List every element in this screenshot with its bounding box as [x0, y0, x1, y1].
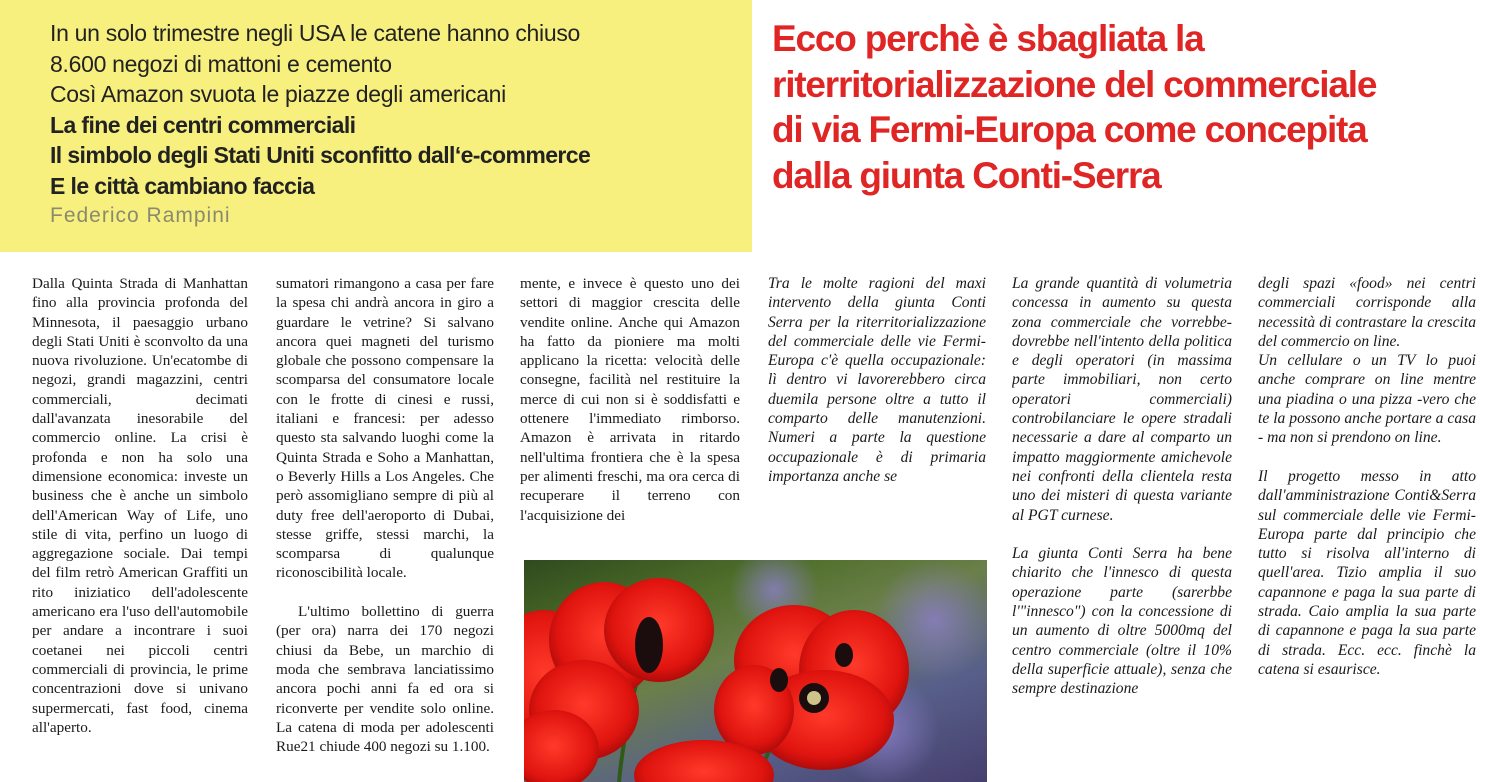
article-column-1	[32, 274, 248, 782]
paragraph: La grande quantità di volumetria concessa in aumento su questa zona commerciale che vorrebbe- dovrebbe nell'intento della politica e degli operatori (in massima parte immobiliari, non certo operatori commerciali) controbilanciare le opere stradali necessarie a dare al comparto un impatto maggiormente amichevole nei confronti della clientela resta uno dei misteri di questa variante al PGT curnese.	[1012, 275, 1232, 524]
article-column-3	[520, 274, 740, 544]
poppies-illustration	[524, 560, 987, 782]
headline-bold-line: Il simbolo degli Stati Uniti sconfitto dall‘e-commerce	[50, 142, 591, 168]
title-line: Ecco perchè è sbagliata la	[772, 18, 1204, 59]
commentary-column-1	[768, 274, 986, 547]
paragraph: Tra le molte ragioni del maxi intervento della giunta Conti Serra per la riterritorializzazione del commerciale delle vie Fermi-Europa c'è quella occupazionale: lì dentro vi lavorerebbero circa duemila persone oltre a tutto il comparto delle manutenzioni. Numeri a parte la questione occupazionale è di primaria importanza anche se	[768, 275, 986, 485]
author-byline: Federico Rampini	[50, 204, 231, 227]
header-background	[0, 0, 752, 252]
paragraph: Il progetto messo in atto dall'amministrazione Conti&Serra sul commerciale delle vie Fermi-Europa parte dal principio che tutto si risolva all'interno di quell'area. Tizio amplia il suo capannone e paga la sua parte di strada. Caio amplia la sua parte di capannone e paga la sua parte di strada. Ecc. ecc. finchè la catena si esaurisce.	[1258, 467, 1476, 678]
paragraph: degli spazi «food» nei centri commerciali corrisponde alla necessità di contrastare la crescita del commercio on line.	[1258, 275, 1476, 350]
headline-line: 8.600 negozi di mattoni e cemento	[50, 50, 392, 77]
poppies-photo	[524, 560, 987, 782]
headline-block	[50, 18, 740, 231]
article-column-2	[276, 274, 494, 782]
paragraph: Un cellulare o un TV lo puoi anche comprare on line mentre una piadina o una pizza -vero che te la possono anche portare a casa - ma non si prendono on line.	[1258, 352, 1476, 447]
article-title	[772, 16, 1492, 198]
title-line: di via Fermi-Europa come concepita	[772, 109, 1367, 150]
headline-bold-line: La fine dei centri commerciali	[50, 111, 356, 138]
commentary-column-2	[1012, 274, 1232, 782]
paragraph: La giunta Conti Serra ha bene chiarito che l'innesco di questa operazione parte (sarerbbe l'"innesco") con la concessione di un aumento di oltre 5000mq del centro commerciale (oltre il 10% della superficie attuale), senza che sempre destinazione	[1012, 545, 1232, 698]
title-line: dalla giunta Conti-Serra	[772, 154, 1161, 196]
title-line: riterritorializzazione del commerciale	[772, 63, 1377, 105]
commentary-column-3	[1258, 274, 1476, 782]
headline-line: Così Amazon svuota le piazze degli americani	[50, 81, 506, 107]
paragraph: Dalla Quinta Strada di Manhattan fino alla provincia profonda del Minnesota, il paesaggio urbano degli Stati Uniti è sconvolto da una nuova rivoluzione. Un'ecatombe di negozi, grandi magazzini, centri commerciali, decimati dall'avanzata inesorabile del commercio online. La crisi è profonda e non ha solo una dimensione economica: investe un business che è anche un simbolo dell'American Way of Life, uno stile di vita, perfino un luogo di aggregazione sociale. Dai tempi del film retrò American Graffiti un rito iniziatico dell'adolescente americano era l'uso dell'automobile per andare a incontrare i suoi coetanei nei piccoli centri commerciali di provincia, le prime concentrazioni dove si univano supermercati, fast food, cinema all'aperto.	[32, 275, 248, 736]
headline-line: In un solo trimestre negli USA le catene hanno chiuso	[50, 20, 581, 46]
headline-bold-line: E le città cambiano faccia	[50, 172, 315, 199]
paragraph: sumatori rimangono a casa per fare la spesa chi andrà ancora in giro a guardare le vetrine? Si salvano ancora quei magneti del turismo globale che possono compensare la scomparsa del consumatore locale con le frotte di cinesi e russi, italiani e francesi: per adesso questo sta salvando luoghi come la Quinta Strada e Soho a Manhattan, o Beverly Hills a Los Angeles. Che però assomigliano sempre di più al duty free dell'aeroporto di Dubai, stesse griffe, stessi marchi, la scomparsa di qualunque riconoscibilità locale.	[276, 275, 494, 582]
paragraph: mente, e invece è questo uno dei settori di maggior crescita delle vendite online. Anche qui Amazon ha fatto da pioniere ma molti applicano la ricetta: velocità delle consegne, facilità nel restituire la merce di cui non si è soddisfatti e ottenere l'immediato rimborso. Amazon è arrivata in ritardo nell'ultima frontiera che è la spesa per alimenti freschi, ma ora cerca di recuperare il terreno con l'acquisizione dei	[520, 275, 740, 524]
paragraph: L'ultimo bollettino di guerra (per ora) narra dei 170 negozi chiusi da Bebe, un marchio di moda che sembrava lanciatissimo ancora pochi anni fa ed ora si riconverte per vendite solo online. La catena di moda per adolescenti Rue21 chiude 400 negozi su 1.100.	[276, 603, 494, 756]
